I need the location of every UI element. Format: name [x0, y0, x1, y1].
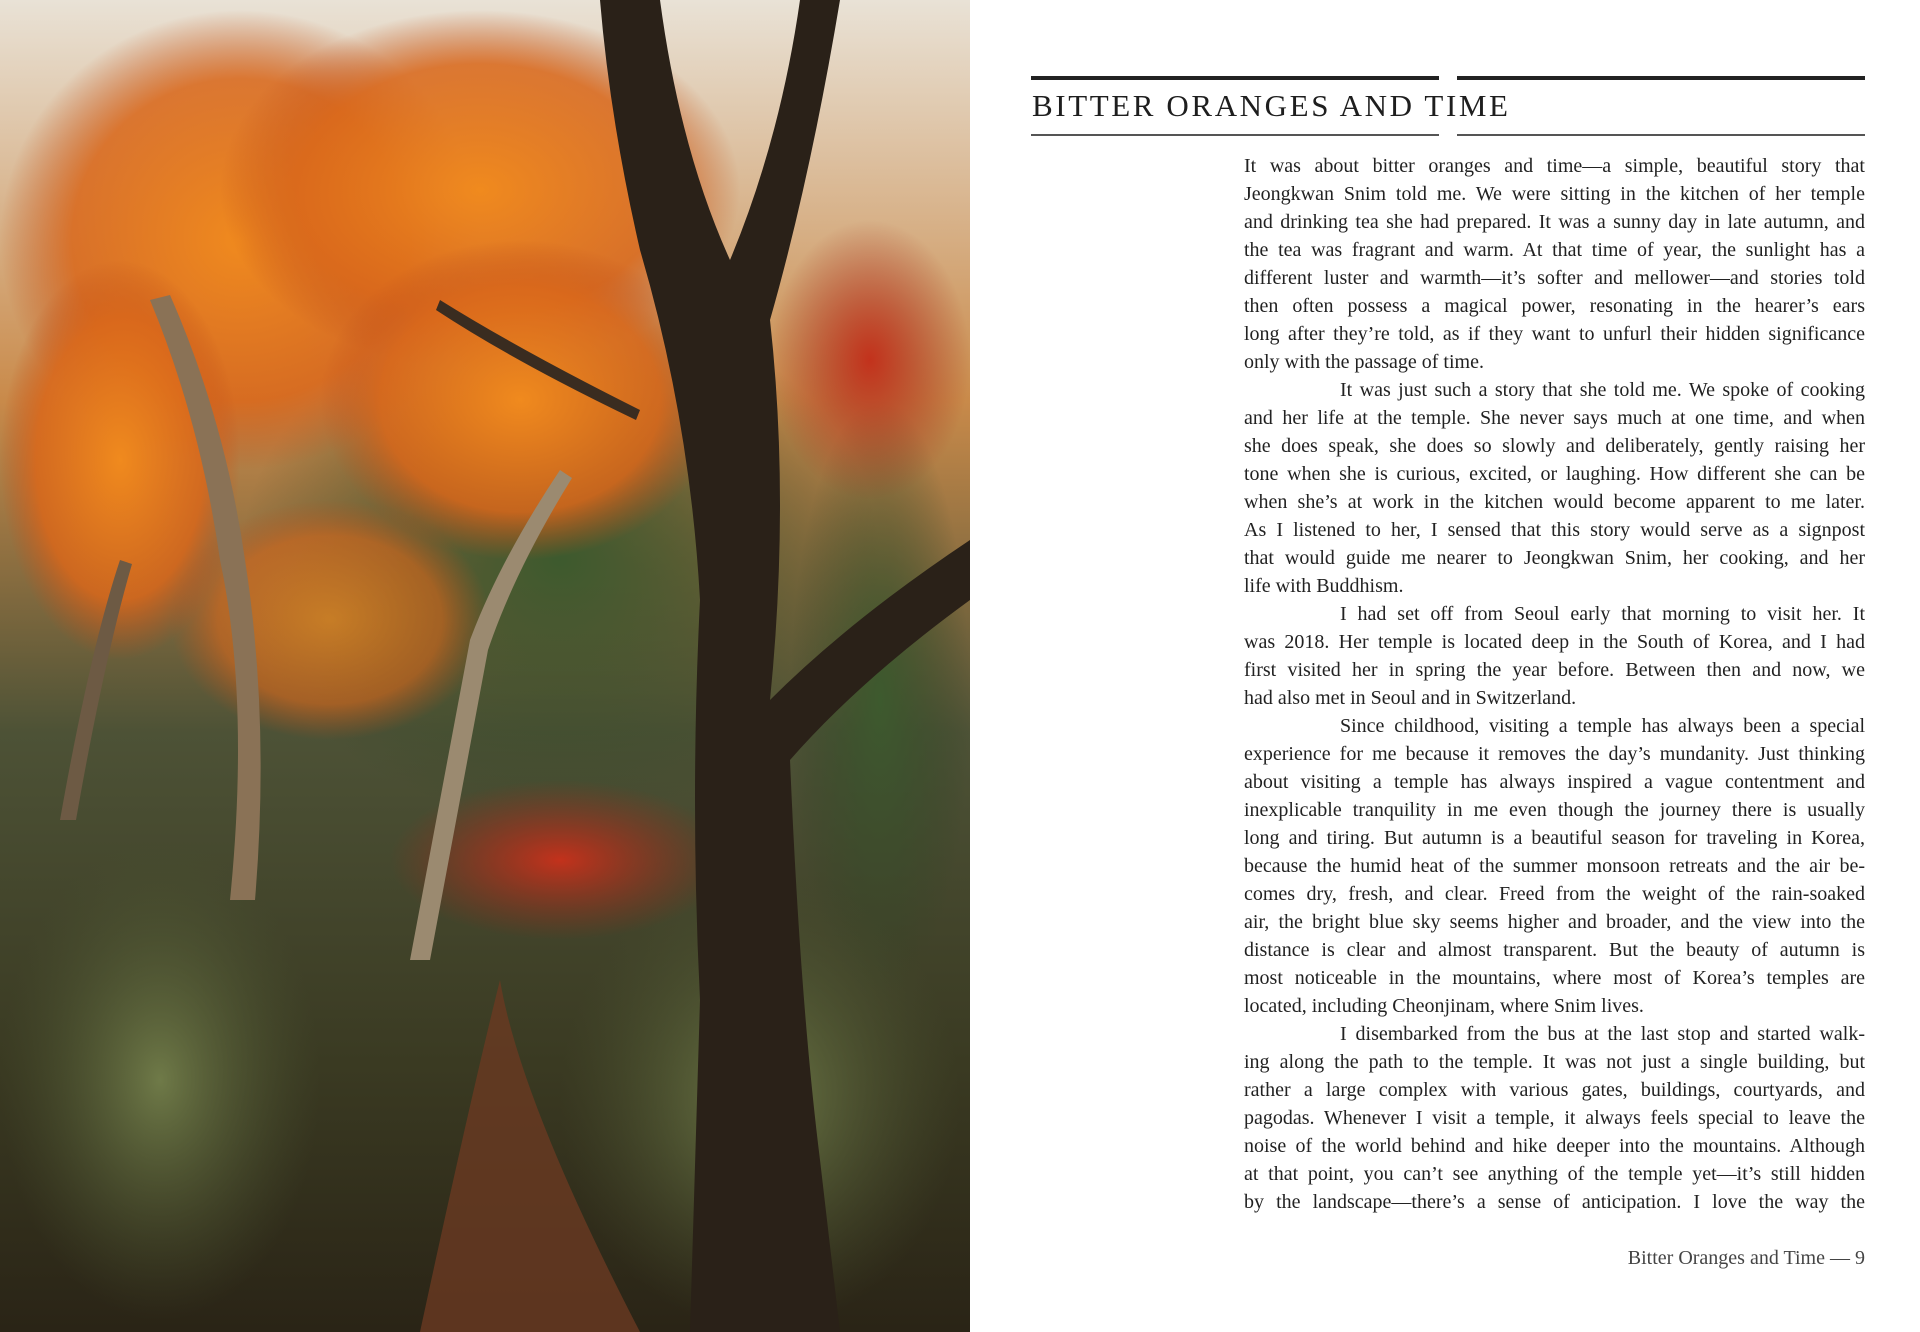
- text-line: that would guide me nearer to Jeongkwan Snim, her cooking, and her: [1244, 547, 1865, 569]
- text-line: then often possess a magical power, resonating in the hearer’s ears: [1244, 295, 1865, 317]
- heading-top-rule-left: [1031, 76, 1439, 80]
- text-line: As I listened to her, I sensed that this story would serve as a signpost: [1244, 519, 1865, 541]
- text-line: rather a large complex with various gates, buildings, courtyards, and: [1244, 1079, 1865, 1101]
- chapter-title: BITTER ORANGES AND TIME: [1032, 88, 1511, 123]
- running-footer-page-number: Bitter Oranges and Time — 9: [1627, 1247, 1865, 1269]
- text-line: air, the bright blue sky seems higher and broader, and the view into the: [1244, 911, 1865, 933]
- heading-bottom-rule-right: [1457, 134, 1865, 136]
- text-line: life with Buddhism.: [1244, 575, 1404, 597]
- heading-bottom-rule-left: [1031, 134, 1439, 136]
- text-line: only with the passage of time.: [1244, 351, 1484, 373]
- text-line: about visiting a temple has always inspired a vague contentment and: [1244, 771, 1865, 793]
- text-line: the tea was fragrant and warm. At that time of year, the sunlight has a: [1244, 239, 1865, 261]
- text-line: tone when she is curious, excited, or laughing. How different she can be: [1244, 463, 1865, 485]
- text-line: Since childhood, visiting a temple has always been a special: [1340, 715, 1865, 737]
- text-line: pagodas. Whenever I visit a temple, it always feels special to leave the: [1244, 1107, 1865, 1129]
- heading-top-rule-right: [1457, 76, 1865, 80]
- text-line: distance is clear and almost transparent. But the beauty of autumn is: [1244, 939, 1865, 961]
- paragraph: [1244, 152, 1865, 376]
- text-line: Jeongkwan Snim told me. We were sitting in the kitchen of her temple: [1244, 183, 1865, 205]
- text-line: located, including Cheonjinam, where Snim lives.: [1244, 995, 1644, 1017]
- text-line: It was just such a story that she told me. We spoke of cooking: [1340, 379, 1865, 401]
- text-line: when she’s at work in the kitchen would become apparent to me later.: [1244, 491, 1865, 513]
- paragraph: [1244, 376, 1865, 600]
- text-line: long and tiring. But autumn is a beautiful season for traveling in Korea,: [1244, 827, 1865, 849]
- text-line: because the humid heat of the summer monsoon retreats and the air be-: [1244, 855, 1865, 877]
- text-line: long after they’re told, as if they want to unfurl their hidden significance: [1244, 323, 1865, 345]
- text-line: It was about bitter oranges and time—a simple, beautiful story that: [1244, 155, 1865, 177]
- text-line: most noticeable in the mountains, where most of Korea’s temples are: [1244, 967, 1865, 989]
- text-line: first visited her in spring the year before. Between then and now, we: [1244, 659, 1865, 681]
- text-line: and drinking tea she had prepared. It was a sunny day in late autumn, and: [1244, 211, 1865, 233]
- text-line: experience for me because it removes the day’s mundanity. Just thinking: [1244, 743, 1865, 765]
- text-line: and her life at the temple. She never says much at one time, and when: [1244, 407, 1865, 429]
- body-text: [1244, 152, 1865, 1216]
- text-line: she does speak, she does so slowly and deliberately, gently raising her: [1244, 435, 1865, 457]
- text-line: had also met in Seoul and in Switzerland.: [1244, 687, 1577, 709]
- text-line: I had set off from Seoul early that morning to visit her. It: [1340, 603, 1865, 625]
- text-line: noise of the world behind and hike deeper into the mountains. Although: [1244, 1135, 1865, 1157]
- paragraph: [1244, 712, 1865, 1020]
- text-line: I disembarked from the bus at the last stop and started walk-: [1340, 1023, 1865, 1045]
- paragraph: [1244, 1020, 1865, 1216]
- text-line: by the landscape—there’s a sense of anticipation. I love the way the: [1244, 1191, 1865, 1213]
- text-line: different luster and warmth—it’s softer and mellower—and stories told: [1244, 267, 1865, 289]
- text-line: ing along the path to the temple. It was not just a single building, but: [1244, 1051, 1865, 1073]
- text-line: comes dry, fresh, and clear. Freed from the weight of the rain-soaked: [1244, 883, 1865, 905]
- paragraph: [1244, 600, 1865, 712]
- text-line: at that point, you can’t see anything of the temple yet—it’s still hidden: [1244, 1163, 1865, 1185]
- text-line: inexplicable tranquility in me even though the journey there is usually: [1244, 799, 1865, 821]
- text-line: was 2018. Her temple is located deep in the South of Korea, and I had: [1244, 631, 1865, 653]
